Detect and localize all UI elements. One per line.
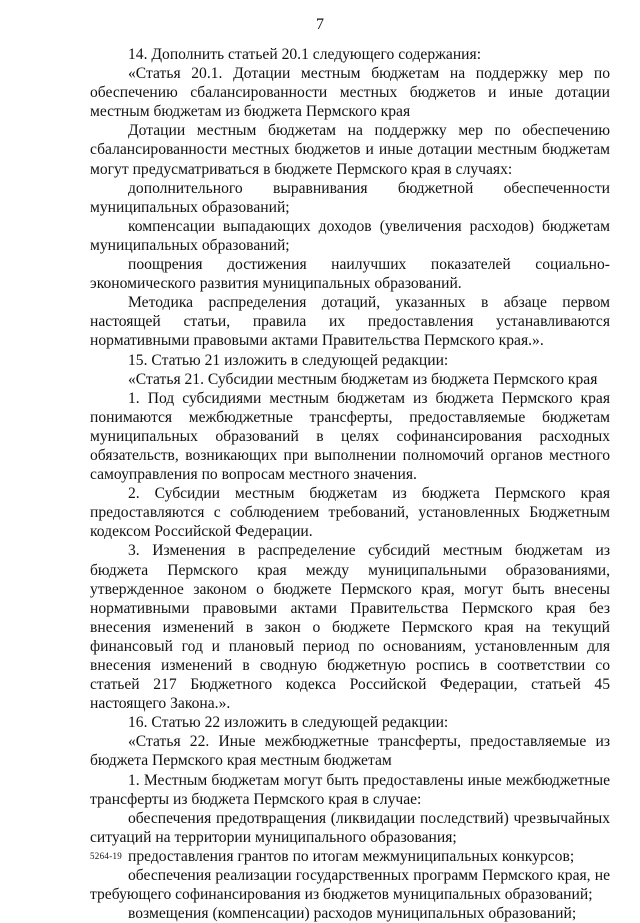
list-item: компенсации выпадающих доходов (увеличения расходов) бюджетам муниципальных образований; (90, 217, 610, 254)
document-body (90, 45, 610, 923)
paragraph-item-16: 16. Статью 22 изложить в следующей редакции: (128, 714, 449, 732)
paragraph: Дотации местным бюджетам на поддержку мер по обеспечению сбалансированности местных бюджетов и иные дотации местным бюджетам могут предусматриваться в бюджете Пермского края в случаях: (90, 122, 610, 178)
paragraph: Методика распределения дотаций, указанных в абзаце первом настоящей статьи, правила их предоставления устанавливаются нормативными правовыми актами Правительства Пермского края.». (90, 294, 610, 350)
paragraph-item-14: 14. Дополнить статьей 20.1 следующего содержания: (128, 46, 482, 63)
article-20-1-heading: «Статья 20.1. Дотации местным бюджетам на поддержку мер по обеспечению сбалансированности местных бюджетов и иные дотации местным бюджетам из бюджета Пермского края (90, 65, 610, 121)
article-21-heading: «Статья 21. Субсидии местным бюджетам из бюджета Пермского края (128, 370, 598, 388)
paragraph: 3. Изменения в распределение субсидий местным бюджетам из бюджета Пермского края между муниципальными образованиями, утвержденное законом о бюджете Пермского края, могут быть внесены нормативными правовыми актами Правительства Пермского края без внесения изменений в закон о бюджете Пермского края на текущий финансовый год и плановый период по основаниям, установленным для внесения изменений в сводную бюджетную роспись в соответствии со статьей 217 Бюджетного кодекса Российской Федерации, статьей 45 настоящего Закона.». (90, 542, 610, 713)
list-item: возмещения (компенсации) расходов муниципальных образований; (128, 905, 577, 923)
list-item: поощрения достижения наилучших показателей социально-экономического развития муниципальных образований. (90, 256, 610, 293)
list-item: обеспечения предотвращения (ликвидации последствий) чрезвычайных ситуаций на территории муниципального образования; (90, 809, 610, 846)
article-22-heading: «Статья 22. Иные межбюджетные трансферты, предоставляемые из бюджета Пермского края местным бюджетам (90, 733, 610, 770)
paragraph: 2. Субсидии местным бюджетам из бюджета Пермского края предоставляются с соблюдением требований, установленных Бюджетным кодексом Российской Федерации. (90, 485, 610, 541)
document-code: 5264-19 (90, 851, 123, 861)
paragraph: 1. Местным бюджетам могут быть предоставлены иные межбюджетные трансферты из бюджета Пермского края в случае: (90, 771, 610, 808)
page-number: 7 (316, 16, 324, 33)
list-item: предоставления грантов по итогам межмуниципальных конкурсов; (128, 847, 575, 865)
list-item: обеспечения реализации государственных программ Пермского края, не требующего софинансирования из бюджетов муниципальных образований; (90, 867, 610, 904)
paragraph: 1. Под субсидиями местным бюджетам из бюджета Пермского края понимаются межбюджетные трансферты, предоставляемые бюджетам муниципальных образований в целях софинансирования расходных обязательств, возникающих при выполнении полномочий органов местного самоуправления по вопросам местного значения. (90, 389, 610, 484)
paragraph-item-15: 15. Статью 21 изложить в следующей редакции: (128, 351, 449, 369)
list-item: дополнительного выравнивания бюджетной обеспеченности муниципальных образований; (90, 179, 610, 216)
